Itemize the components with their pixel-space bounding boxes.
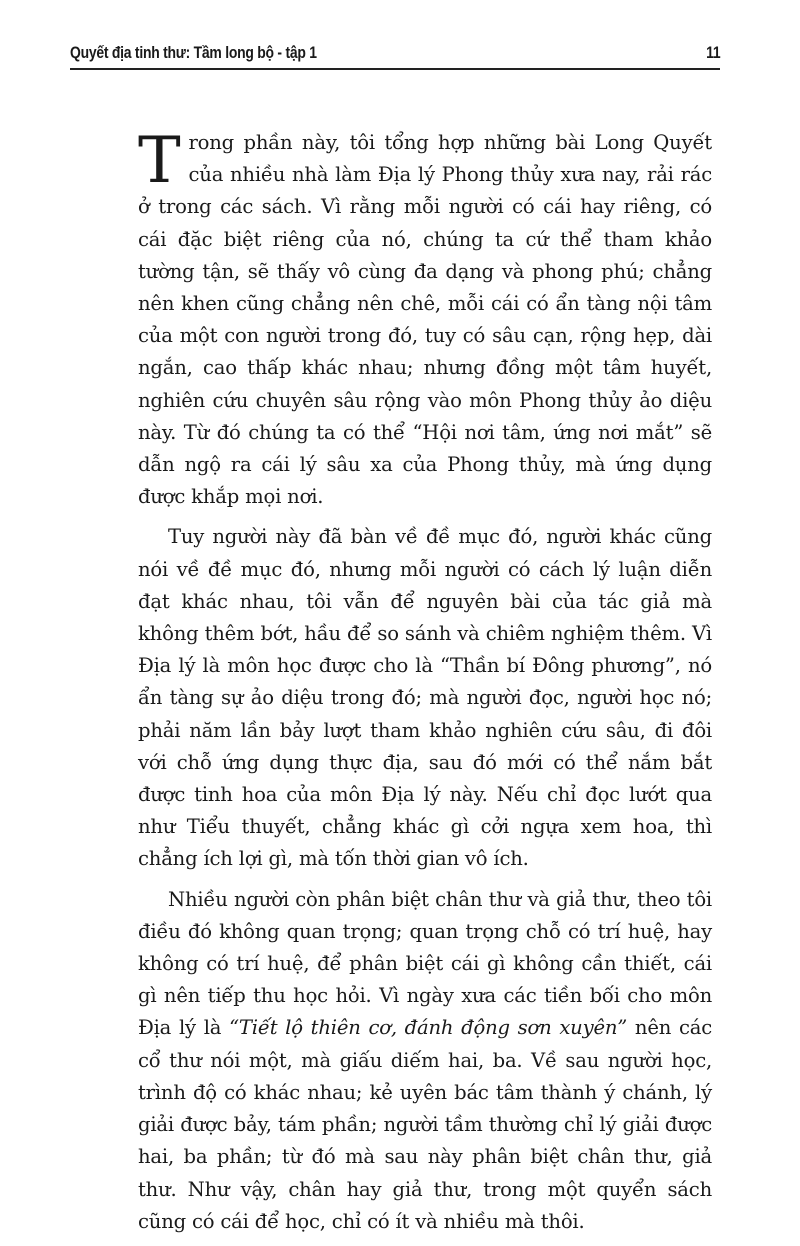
paragraph-1-text: rong phần này, tôi tổng hợp những bài Long Quyết của nhiều nhà làm Địa lý Phong thủy xưa nay, rải rác ở trong các sách. Vì rằng mỗi người có cái hay riêng, có cái đặc biệt riêng của nó, chúng ta cứ thể tham khảo tường tận, sẽ thấy vô cùng đa dạng và phong phú; chẳng nên khen cũng chẳng nên chê, mỗi cái có ẩn tàng nội tâm của một con người trong đó, tuy có sâu cạn, rộng hẹp, dài ngắn, cao thấp khác nhau; nhưng đồng một tâm huyết, nghiên cứu chuyên sâu rộng vào môn Phong thủy ảo diệu này. Từ đó chúng ta có thể “Hội nơi tâm, ứng nơi mắt” sẽ dẫn ngộ ra cái lý sâu xa của Phong thủy, mà ứng dụng được khắp mọi nơi. xyxy=(138,131,712,509)
drop-cap: T xyxy=(138,124,181,198)
paragraph-3-italic-quote: “Tiết lộ thiên cơ, đánh động sơn xuyên” xyxy=(229,1016,628,1040)
paragraph-3-text-after: nên các cổ thư nói một, mà giấu diếm hai, ba. Về sau người học, trình độ có khác nhau; kẻ uyên bác tâm thành ý chánh, lý giải được bảy, tám phần; người tầm thường chỉ lý giải được hai, ba phần; từ đó mà sau này phân biệt chân thư, giả thư. Như vậy, chân hay giả thư, trong một quyển sách cũng có cái để học, chỉ có ít và nhiều mà thôi. xyxy=(138,1016,712,1233)
paragraph-2: Tuy người này đã bàn về đề mục đó, người khác cũng nói về đề mục đó, nhưng mỗi người có cách lý luận diễn đạt khác nhau, tôi vẫn để nguyên bài của tác giả mà không thêm bớt, hầu để so sánh và chiêm nghiệm thêm. Vì Địa lý là môn học được cho là “Thần bí Đông phương”, nó ẩn tàng sự ảo diệu trong đó; mà người đọc, người học nó; phải năm lần bảy lượt tham khảo nghiên cứu sâu, đi đôi với chỗ ứng dụng thực địa, sau đó mới có thể nắm bắt được tinh hoa của môn Địa lý này. Nếu chỉ đọc lướt qua như Tiểu thuyết, chẳng khác gì cởi ngựa xem hoa, thì chẳng ích lợi gì, mà tốn thời gian vô ích. xyxy=(138,525,712,871)
paragraph-3-text-before: Nhiều người còn phân biệt chân thư và giả thư, theo tôi điều đó không quan trọng; quan trọng chỗ có trí huệ, hay không có trí huệ, để phân biệt cái gì không cần thiết, cái gì nên tiếp thu học hỏi. Vì ngày xưa các tiền bối cho môn Địa lý là xyxy=(138,887,712,1040)
page-number: 11 xyxy=(705,43,720,62)
body-text xyxy=(138,124,712,1246)
paragraph-3 xyxy=(138,884,712,1238)
paragraph-1 xyxy=(138,124,712,513)
running-header xyxy=(70,30,720,70)
book-title: Quyết địa tinh thư: Tầm long bộ - tập 1 xyxy=(70,43,317,62)
